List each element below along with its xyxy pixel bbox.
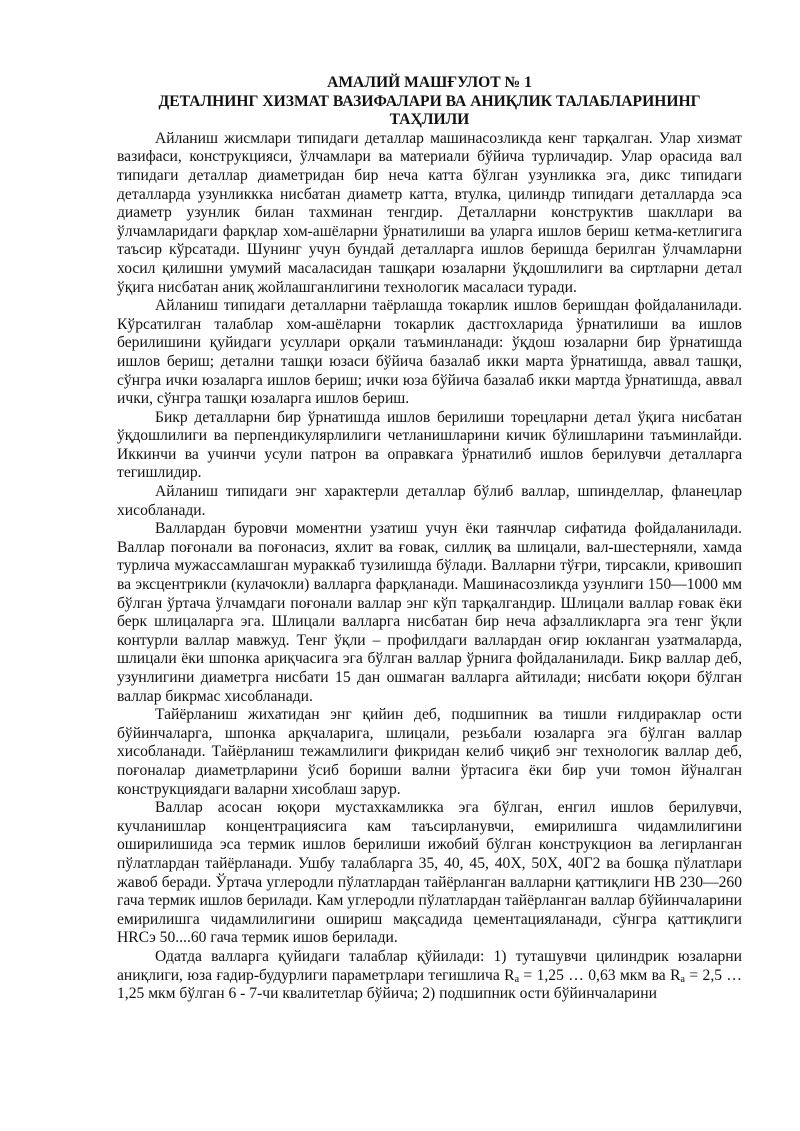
paragraph-8-part-2: = 1,25 … 0,63 мкм ва R (519, 966, 681, 984)
paragraph-2: Айланиш типидаги деталларни таёрлашда токарлик ишлов беришдан фойдаланилади. Кўрсатилган талаблар хом-ашёларни токарлик дастгохларида ўрнатилиши ва ишлов берилишини қуйидаги усуллари орқали таъминланади: ўқдош юзаларни бир ўрнатишда ишлов бериш; детални ташқи юзаси бўйича базалаб икки марта ўрнатишда, аввал ташқи, сўнгра ички юзаларга ишлов бериш; ички юза бўйича базалаб икки мартда ўрнатишда, аввал ички, сўнгра ташқи юзаларга ишлов бериш. (117, 297, 742, 408)
paragraph-4: Айланиш типидаги энг характерли деталлар бўлиб валлар, шпинделлар, фланецлар хисобланади. (117, 483, 742, 519)
subscript-a-1: a (514, 973, 520, 985)
paragraph-8 (117, 948, 742, 1004)
document-page (117, 74, 742, 1004)
title-line-2: ДЕТАЛНИНГ ХИЗМАТ ВАЗИФАЛАРИ ВА АНИҚЛИК ТАЛАБЛАРИНИНГ (158, 92, 701, 110)
paragraph-8-part-3: = 2,5 … 1,25 мкм бўлган 6 - 7-чи квалитетлар бўйича; 2) подшипник ости бўйинчаларини (117, 966, 743, 1003)
paragraph-7: Валлар асосан юқори мустахкамликка эга бўлган, енгил ишлов берилувчи, кучланишлар концентрациясига кам таъсирланувчи, емирилишга чидамлилигини оширилишида эса термик ишлов берилиши ижобий бўлган конструкцион ва легирланган пўлатлардан тайёрланади. Ушбу талабларга 35, 40, 45, 40Х, 50Х, 40Г2 ва бошқа пўлатлари жавоб беради. Ўртача углеродли пўлатлардан тайёрланган валларни қаттиқлиги НВ 230—260 гача термик ишлов берилади. Кам углеродли пўлатлардан тайёрланган валлар бўйинчаларини емирилишга чидамлилигини ошириш мақсадида цементацияланади, сўнгра қаттиқлиги HRCэ 50....60 гача термик ишов берилади. (117, 799, 742, 947)
subscript-a-2: a (680, 973, 685, 985)
title-line-1: АМАЛИЙ МАШҒУЛОТ № 1 (327, 74, 532, 91)
paragraph-5: Валлардан буровчи моментни узатиш учун ёки таянчлар сифатида фойдаланилади. Валлар поғонали ва поғонасиз, яхлит ва ғовак, силлиқ ва шлицали, вал-шестерняли, хамда турлича мужассамлашган мураккаб тузилишда бўлади. Валларни тўғри, тирсакли, кривошип ва эксцентрикли (кулачокли) валларга фарқланади. Машинасозликда узунлиги 150—1000 мм бўлган ўртача ўлчамдаги поғонали валлар энг кўп тарқалгандир. Шлицали валлар ғовак ёки берк шлицаларга эга. Шлицали валларга нисбатан бир неча афзалликларга эга тенг ўқли контурли валлар мавжуд. Тенг ўқли – профилдаги валлардан оғир юкланган узатмаларда, шлицали ёки шпонка ариқчасига эга бўлган валлар ўрнига фойдаланилади. Бикр валлар деб, узунлигини диаметрга нисбати 15 дан ошмаган валларга айтилади; нисбати юқори бўлган валлар бикрмас хисобланади. (117, 520, 742, 705)
title-line-3: ТАҲЛИЛИ (389, 111, 470, 129)
paragraph-1: Айланиш жисмлари типидаги деталлар машинасозликда кенг тарқалган. Улар хизмат вазифаси, конструкцияси, ўлчамлари ва материали бўйича турличадир. Улар орасида вал типидаги деталлар диаметридан бир неча катта бўлган узунликка эга, дикс типидаги деталларда узунликкка нисбатан диаметр катта, втулка, цилиндр типидаги деталларда эса диаметр узунлик билан тахминан тенгдир. Деталларни конструктив шакллари ва ўлчамларидаги фарқлар хом-ашёларни ўрнатилиши ва уларга ишлов бериш кетма-кетлигига таъсир кўрсатади. Шунинг учун бундай деталларга ишлов беришда берилган ўлчамларни хосил қилишни умумий масаласидан ташқари юзаларни ўқдошлилиги ва сиртларни детал ўқига нисбатан аниқ жойлашганлигини технологик масаласи туради. (117, 129, 742, 296)
document-title (117, 74, 742, 130)
paragraph-6: Тайёрланиш жихатидан энг қийин деб, подшипник ва тишли ғилдираклар ости бўйинчаларга, шпонка арқчаларига, шлицали, резьбали юзаларга эга бўлган валлар хисобланади. Тайёрланиш тежамлилиги фикридан келиб чиқиб энг технологик валлар деб, поғоналар диаметрларини ўсиб бориши вални ўртасига ёки бир учи томон йўналган конструкциядаги валарни хисоблаш зарур. (117, 706, 742, 798)
paragraph-3: Бикр деталларни бир ўрнатишда ишлов берилиши торецларни детал ўқига нисбатан ўқдошлилиги ва перпендикулярлилиги четланишларини кичик бўлишларини таъминлайди. Иккинчи ва учинчи усули патрон ва оправкага ўрнатилиб ишлов берилувчи деталларга тегишлидир. (117, 408, 742, 482)
paragraph-8-part-1: Одатда валларга қуйидаги талаблар қўйилади: 1) туташувчи цилиндрик юзаларни аниқлиги, юза ғадир-будурлиги параметрлари тегишлича R (117, 947, 742, 984)
